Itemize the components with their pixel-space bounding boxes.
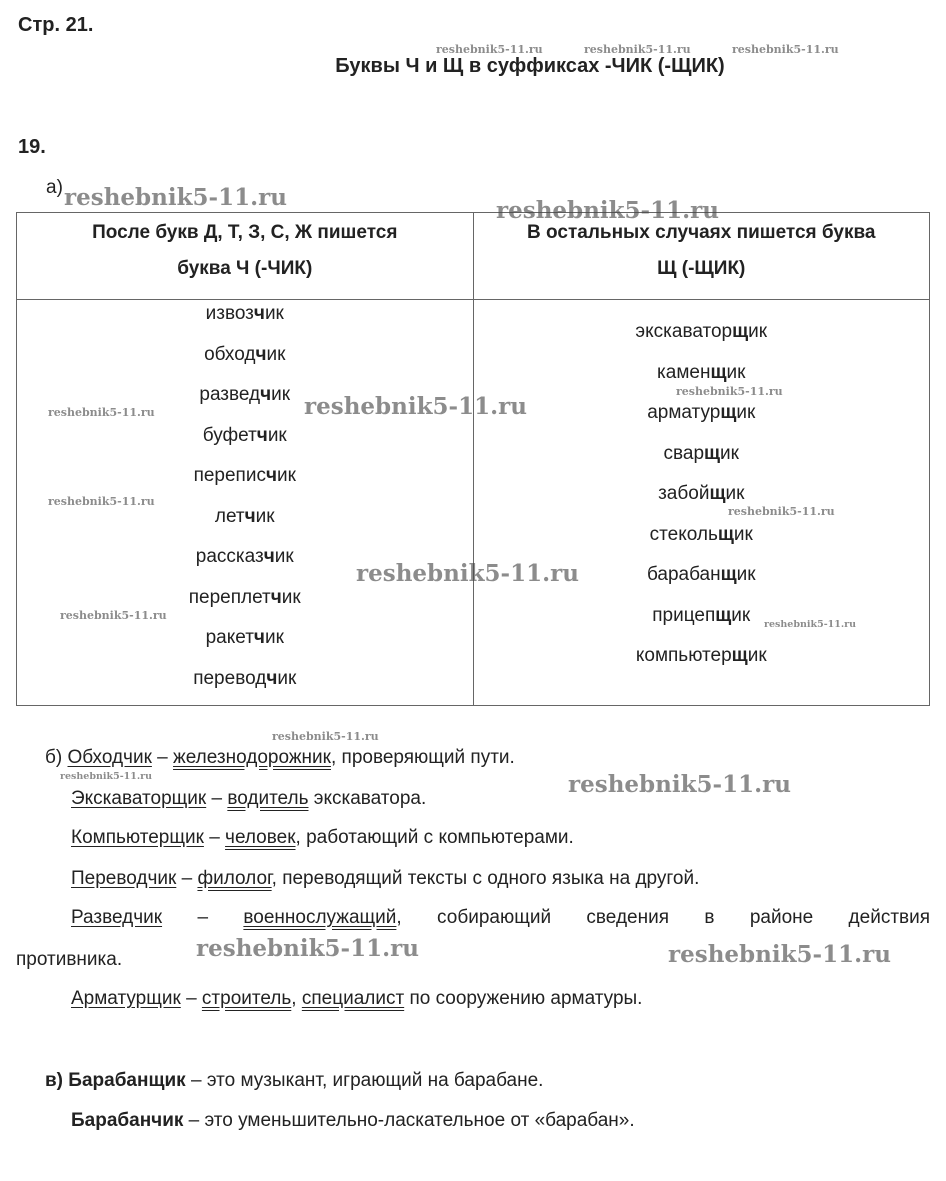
dash: –: [197, 907, 209, 928]
dash: –: [157, 747, 168, 768]
word-item: [474, 318, 930, 359]
dash: –: [181, 868, 193, 889]
suffix-letter: щ: [720, 402, 737, 423]
dash: –: [211, 788, 223, 809]
definition-word: филолог: [197, 868, 272, 889]
definition-word: строитель: [201, 988, 292, 1009]
part-b-line-2: [71, 786, 426, 812]
definition-word-2: специалист: [301, 988, 405, 1009]
watermark: reshebnik5-11.ru: [496, 197, 719, 224]
definition-word: человек: [225, 827, 296, 848]
suffix-letter: щ: [709, 483, 726, 504]
part-b-label: б): [45, 747, 63, 768]
word-item: [474, 521, 930, 562]
word-item: [17, 624, 473, 665]
word-stem: ракет: [205, 627, 254, 648]
watermark: reshebnik5-11.ru: [272, 730, 379, 743]
word-stem: переплет: [188, 586, 271, 608]
watermark: reshebnik5-11.ru: [48, 406, 155, 419]
watermark: reshebnik5-11.ru: [196, 935, 419, 962]
part-b-line-6: [71, 986, 642, 1012]
word-stem: стеколь: [649, 523, 718, 545]
definition-word: водитель: [227, 788, 309, 809]
word-ending: ик: [726, 361, 746, 383]
part-b-line-4: [71, 866, 699, 892]
defined-word: Арматурщик: [71, 988, 181, 1009]
word-stem: барабан: [646, 564, 721, 585]
part-b-line-1: [45, 745, 515, 771]
word-item: [474, 642, 930, 683]
definition-word: железнодорожник: [173, 747, 331, 768]
watermark: reshebnik5-11.ru: [676, 385, 783, 398]
definition-rest: экскаватора.: [308, 788, 427, 809]
exercise-number: 19.: [18, 136, 46, 158]
word-ending: ик: [731, 604, 751, 626]
header-left-line2: буква Ч (-ЧИК): [177, 258, 313, 279]
suffix-letter: ч: [263, 546, 275, 567]
watermark: reshebnik5-11.ru: [668, 941, 891, 968]
suffix-letter: ч: [253, 627, 265, 648]
suffix-letter: ч: [255, 343, 267, 365]
definition-rest: , проверяющий пути.: [330, 747, 515, 768]
defined-word: Экскаваторщик: [71, 788, 207, 809]
separator: ,: [291, 988, 302, 1009]
rules-table: [16, 212, 930, 706]
suffix-letter: ч: [270, 586, 282, 608]
word-stem: буфет: [202, 424, 257, 446]
word-ending: ик: [277, 667, 297, 689]
definition-word: военнослужащий: [243, 907, 397, 928]
suffix-letter: ч: [256, 424, 268, 446]
explanation: – это уменьшительно-ласкательное от «барабан».: [183, 1110, 635, 1131]
word-ending: ик: [255, 505, 275, 527]
suffix-letter: щ: [704, 442, 721, 464]
word-item: [474, 602, 930, 643]
part-a-label: а): [46, 177, 63, 198]
word-stem: камен: [657, 361, 711, 383]
header-right-line1: В остальных случаях пишется буква: [527, 222, 876, 243]
word-ending: ик: [267, 424, 287, 446]
part-b-line-5-cont: противника.: [16, 949, 123, 970]
header-left-line1: После букв Д, Т, З, С, Ж пишется: [92, 222, 398, 243]
definition-rest: по сооружению арматуры.: [404, 988, 643, 1009]
word-ending: ик: [736, 402, 756, 423]
watermark: reshebnik5-11.ru: [64, 184, 287, 211]
bold-word: Барабанщик: [68, 1070, 186, 1091]
word-stem: перевод: [193, 667, 267, 689]
definition-rest: , переводящий тексты с одного языка на другой.: [271, 868, 700, 889]
definition-rest: , собирающий сведения в районе действия: [396, 907, 931, 928]
word-item: [17, 503, 473, 544]
word-ending: ик: [274, 546, 294, 567]
word-ending: ик: [277, 465, 296, 486]
word-stem: свар: [663, 442, 705, 464]
word-ending: ик: [271, 384, 291, 405]
suffix-letter: ч: [266, 667, 278, 689]
part-b-line-5: [71, 905, 930, 931]
watermark: reshebnik5-11.ru: [728, 505, 835, 518]
defined-word: Обходчик: [67, 747, 152, 768]
suffix-letter: щ: [717, 523, 734, 545]
suffix-letter: ч: [253, 303, 265, 324]
suffix-letter: щ: [731, 645, 748, 666]
word-ending: ик: [264, 303, 284, 324]
word-item: [474, 480, 930, 521]
word-item: [17, 665, 473, 706]
suffix-letter: щ: [720, 564, 737, 585]
suffix-letter: щ: [710, 361, 727, 383]
page-title: Буквы Ч и Щ в суффиксах -ЧИК (-ЩИК): [335, 55, 725, 77]
watermark: reshebnik5-11.ru: [764, 619, 857, 630]
watermark: reshebnik5-11.ru: [568, 771, 791, 798]
part-v-line-1: [45, 1068, 543, 1094]
word-ending: ик: [736, 564, 756, 585]
defined-word: Переводчик: [71, 868, 177, 889]
word-ending: ик: [281, 586, 301, 608]
defined-word: Разведчик: [71, 907, 163, 928]
watermark: reshebnik5-11.ru: [436, 43, 543, 56]
suffix-letter: щ: [732, 321, 749, 342]
defined-word: Компьютерщик: [71, 827, 204, 848]
word-item: [17, 422, 473, 463]
word-ending: ик: [720, 442, 739, 464]
word-stem: лет: [214, 505, 245, 527]
word-stem: экскаватор: [635, 321, 733, 342]
watermark: reshebnik5-11.ru: [60, 609, 167, 622]
suffix-letter: ч: [265, 465, 277, 486]
definition-rest: , работающий с компьютерами.: [295, 827, 574, 848]
word-item: [474, 440, 930, 481]
part-v-line-2: [71, 1108, 635, 1134]
word-stem: перепис: [193, 465, 266, 486]
word-ending: ик: [725, 483, 745, 504]
suffix-letter: ч: [260, 384, 272, 405]
word-stem: забой: [658, 483, 710, 504]
bold-word: Барабанчик: [71, 1110, 184, 1131]
word-stem: извоз: [205, 303, 254, 324]
explanation: – это музыкант, играющий на барабане.: [185, 1070, 544, 1091]
word-stem: прицеп: [652, 604, 716, 626]
header-right-line2: Щ (-ЩИК): [657, 258, 746, 279]
part-b-line-3: [71, 825, 574, 851]
word-stem: рассказ: [195, 546, 264, 567]
watermark: reshebnik5-11.ru: [584, 43, 691, 56]
word-ending: ик: [266, 343, 286, 365]
part-v-label: в): [45, 1070, 64, 1091]
watermark: reshebnik5-11.ru: [48, 495, 155, 508]
suffix-letter: ч: [244, 505, 256, 527]
watermark: reshebnik5-11.ru: [304, 393, 527, 420]
page-number: Стр. 21.: [18, 14, 94, 36]
word-stem: обход: [204, 343, 256, 365]
dash: –: [186, 988, 197, 1009]
word-stem: компьютер: [635, 645, 732, 666]
header-right: [473, 213, 930, 300]
shchik-words-column: [473, 300, 930, 706]
suffix-letter: щ: [715, 604, 732, 626]
word-ending: ик: [748, 321, 768, 342]
watermark: reshebnik5-11.ru: [60, 771, 153, 782]
word-item: [17, 341, 473, 382]
word-item: [474, 399, 930, 440]
watermark: reshebnik5-11.ru: [732, 43, 839, 56]
word-ending: ик: [733, 523, 753, 545]
word-ending: ик: [747, 645, 767, 666]
watermark: reshebnik5-11.ru: [356, 560, 579, 587]
dash: –: [209, 827, 220, 848]
header-left: [17, 213, 474, 300]
word-item: [17, 300, 473, 341]
word-ending: ик: [264, 627, 284, 648]
word-stem: развед: [199, 384, 261, 405]
word-stem: арматур: [647, 402, 721, 423]
